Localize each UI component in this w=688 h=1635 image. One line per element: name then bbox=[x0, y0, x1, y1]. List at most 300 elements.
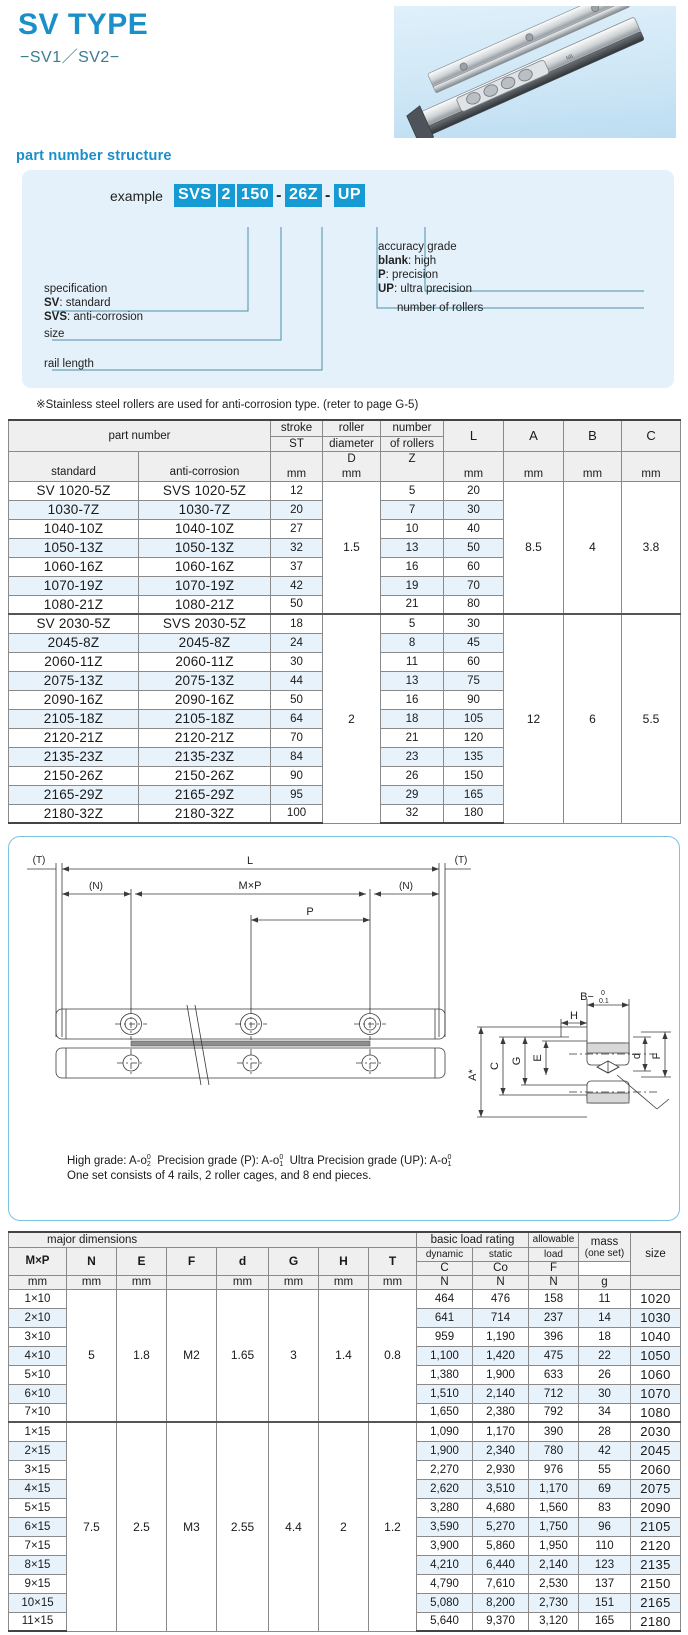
cell-MxP: 5×10 bbox=[9, 1365, 67, 1384]
cell-stroke: 64 bbox=[271, 709, 323, 728]
cell-allowable-load-F: 475 bbox=[529, 1346, 579, 1365]
tol-high: 0 2 bbox=[146, 1154, 151, 1169]
th-mass bbox=[579, 1232, 631, 1261]
cell-L: 180 bbox=[444, 804, 504, 823]
cell-L: 50 bbox=[444, 538, 504, 557]
cell-static-load-Co: 1,190 bbox=[473, 1327, 529, 1346]
cell-size: 1040 bbox=[631, 1327, 681, 1346]
cell-standard-part-number: SV 2030-5Z bbox=[9, 614, 139, 633]
cell-allowable-load-F: 2,140 bbox=[529, 1555, 579, 1574]
cell-number-of-rollers: 16 bbox=[381, 690, 444, 709]
cell-number-of-rollers: 5 bbox=[381, 481, 444, 500]
cell-L: 30 bbox=[444, 500, 504, 519]
callout-specification-title: specification bbox=[44, 283, 108, 295]
th-stroke: stroke bbox=[271, 420, 323, 436]
cell-static-load-Co: 2,140 bbox=[473, 1384, 529, 1403]
cell-L: 135 bbox=[444, 747, 504, 766]
tol-ultra: 0 1 bbox=[447, 1154, 452, 1169]
cell-MxP: 10×15 bbox=[9, 1593, 67, 1612]
callout-specification-svs: SVS: anti-corrosion bbox=[44, 311, 144, 323]
cell-stroke: 27 bbox=[271, 519, 323, 538]
cell-stroke: 37 bbox=[271, 557, 323, 576]
cell-MxP: 8×15 bbox=[9, 1555, 67, 1574]
cell-number-of-rollers: 8 bbox=[381, 633, 444, 652]
th-unit-fl: N bbox=[529, 1275, 579, 1289]
cell-size: 1070 bbox=[631, 1384, 681, 1403]
cell-size: 2060 bbox=[631, 1460, 681, 1479]
table-row bbox=[9, 1289, 681, 1308]
label-H: H bbox=[570, 1010, 578, 1022]
cell-static-load-Co: 7,610 bbox=[473, 1574, 529, 1593]
cell-F: M3 bbox=[167, 1422, 217, 1631]
th-F-sym: F bbox=[529, 1261, 579, 1275]
th-standard: standard bbox=[9, 451, 139, 481]
cell-L: 90 bbox=[444, 690, 504, 709]
cell-L: 20 bbox=[444, 481, 504, 500]
cell-stroke: 84 bbox=[271, 747, 323, 766]
cell-mass: 165 bbox=[579, 1612, 631, 1631]
cell-dynamic-load-C: 2,270 bbox=[417, 1460, 473, 1479]
th-unit-n: mm bbox=[67, 1275, 117, 1289]
cell-size: 1060 bbox=[631, 1365, 681, 1384]
chip-separator-1: - bbox=[276, 186, 282, 204]
cell-L: 150 bbox=[444, 766, 504, 785]
cell-static-load-Co: 2,930 bbox=[473, 1460, 529, 1479]
table-row bbox=[9, 481, 681, 500]
cell-static-load-Co: 714 bbox=[473, 1308, 529, 1327]
cell-MxP: 11×15 bbox=[9, 1612, 67, 1631]
cell-anti-corrosion-part-number: 2180-32Z bbox=[139, 804, 271, 823]
cell-G: 4.4 bbox=[269, 1422, 319, 1631]
example-label: example bbox=[110, 188, 163, 204]
cell-allowable-load-F: 1,170 bbox=[529, 1479, 579, 1498]
dimension-table-wrap bbox=[8, 1231, 680, 1632]
dimension-table bbox=[8, 1231, 681, 1632]
th-load: load bbox=[529, 1247, 579, 1261]
cell-L: 60 bbox=[444, 557, 504, 576]
th-part-number: part number bbox=[9, 420, 271, 451]
part-number-example bbox=[174, 184, 367, 207]
chip-specification: SVS bbox=[174, 184, 216, 207]
page-header bbox=[0, 0, 688, 148]
cell-anti-corrosion-part-number: 2165-29Z bbox=[139, 785, 271, 804]
th-unit-mass: g bbox=[579, 1275, 631, 1289]
dimension-table-body bbox=[9, 1289, 681, 1631]
cell-dynamic-load-C: 464 bbox=[417, 1289, 473, 1308]
label-P: P bbox=[306, 906, 314, 918]
cell-standard-part-number: 2180-32Z bbox=[9, 804, 139, 823]
cell-mass: 123 bbox=[579, 1555, 631, 1574]
th-roller-diameter-1: roller bbox=[323, 420, 381, 436]
grade-ultra-precision: Ultra Precision grade (UP): A-o bbox=[289, 1155, 448, 1167]
cell-static-load-Co: 2,380 bbox=[473, 1403, 529, 1422]
cell-MxP: 1×10 bbox=[9, 1289, 67, 1308]
cell-MxP: 2×15 bbox=[9, 1441, 67, 1460]
cell-standard-part-number: 1060-16Z bbox=[9, 557, 139, 576]
cell-standard-part-number: SV 1020-5Z bbox=[9, 481, 139, 500]
cell-size: 2165 bbox=[631, 1593, 681, 1612]
th-basic-load-rating: basic load rating bbox=[417, 1232, 529, 1247]
cell-allowable-load-F: 780 bbox=[529, 1441, 579, 1460]
label-L: L bbox=[246, 855, 254, 867]
cell-allowable-load-F: 1,560 bbox=[529, 1498, 579, 1517]
cell-number-of-rollers: 11 bbox=[381, 652, 444, 671]
label-N-left: (N) bbox=[89, 881, 103, 892]
svg-text:NB: NB bbox=[565, 53, 575, 62]
cell-mass: 42 bbox=[579, 1441, 631, 1460]
cell-MxP: 7×10 bbox=[9, 1403, 67, 1422]
th-anti-corrosion: anti-corrosion bbox=[139, 451, 271, 481]
cell-standard-part-number: 2150-26Z bbox=[9, 766, 139, 785]
cell-mass: 55 bbox=[579, 1460, 631, 1479]
cell-static-load-Co: 2,340 bbox=[473, 1441, 529, 1460]
cell-anti-corrosion-part-number: 2075-13Z bbox=[139, 671, 271, 690]
th-allowable: allowable bbox=[529, 1232, 579, 1247]
cell-L: 40 bbox=[444, 519, 504, 538]
callout-accuracy-up: UP: ultra precision bbox=[378, 283, 472, 295]
th-number-of-rollers-1: number bbox=[381, 420, 444, 436]
th-roller-diameter-2: diameter bbox=[323, 436, 381, 451]
cell-H: 2 bbox=[319, 1422, 369, 1631]
th-major-dimensions: major dimensions bbox=[9, 1232, 417, 1247]
cell-MxP: 3×10 bbox=[9, 1327, 67, 1346]
cell-static-load-Co: 1,170 bbox=[473, 1422, 529, 1441]
cell-allowable-load-F: 390 bbox=[529, 1422, 579, 1441]
cell-size: 1050 bbox=[631, 1346, 681, 1365]
label-T-left: (T) bbox=[32, 855, 46, 866]
th-unit-d: mm bbox=[323, 467, 381, 481]
cell-B: 6 bbox=[564, 614, 622, 823]
cell-standard-part-number: 1040-10Z bbox=[9, 519, 139, 538]
cell-dynamic-load-C: 5,080 bbox=[417, 1593, 473, 1612]
table-row bbox=[9, 614, 681, 633]
cell-mass: 22 bbox=[579, 1346, 631, 1365]
cell-size: 2180 bbox=[631, 1612, 681, 1631]
th-H: H bbox=[319, 1247, 369, 1275]
th-static: static bbox=[473, 1247, 529, 1261]
cell-MxP: 5×15 bbox=[9, 1498, 67, 1517]
cell-stroke: 32 bbox=[271, 538, 323, 557]
cell-allowable-load-F: 158 bbox=[529, 1289, 579, 1308]
th-unit-l: mm bbox=[444, 467, 504, 481]
cell-anti-corrosion-part-number: 2150-26Z bbox=[139, 766, 271, 785]
cell-L: 60 bbox=[444, 652, 504, 671]
cell-mass: 96 bbox=[579, 1517, 631, 1536]
cell-size: 1020 bbox=[631, 1289, 681, 1308]
cell-T: 0.8 bbox=[369, 1289, 417, 1422]
th-stroke-sym-2 bbox=[271, 451, 323, 467]
cell-anti-corrosion-part-number: 2045-8Z bbox=[139, 633, 271, 652]
cell-mass: 26 bbox=[579, 1365, 631, 1384]
cell-standard-part-number: 2165-29Z bbox=[9, 785, 139, 804]
specification-table bbox=[8, 419, 681, 824]
cell-F: M2 bbox=[167, 1289, 217, 1422]
part-number-structure-panel bbox=[22, 170, 674, 388]
cell-mass: 30 bbox=[579, 1384, 631, 1403]
label-C: C bbox=[489, 1062, 501, 1070]
cell-MxP: 6×10 bbox=[9, 1384, 67, 1403]
cell-dynamic-load-C: 1,090 bbox=[417, 1422, 473, 1441]
cell-anti-corrosion-part-number: 2090-16Z bbox=[139, 690, 271, 709]
cell-static-load-Co: 4,680 bbox=[473, 1498, 529, 1517]
callout-accuracy-blank: blank: high bbox=[378, 255, 437, 267]
cell-dynamic-load-C: 4,790 bbox=[417, 1574, 473, 1593]
cell-standard-part-number: 1030-7Z bbox=[9, 500, 139, 519]
th-C-blank bbox=[622, 451, 681, 467]
cell-allowable-load-F: 237 bbox=[529, 1308, 579, 1327]
cell-dynamic-load-C: 3,900 bbox=[417, 1536, 473, 1555]
cell-E: 2.5 bbox=[117, 1422, 167, 1631]
th-E: E bbox=[117, 1247, 167, 1275]
th-unit-c: mm bbox=[622, 467, 681, 481]
cell-stroke: 100 bbox=[271, 804, 323, 823]
cell-L: 165 bbox=[444, 785, 504, 804]
page-title: SV TYPE bbox=[18, 8, 149, 41]
cell-number-of-rollers: 5 bbox=[381, 614, 444, 633]
cell-static-load-Co: 5,270 bbox=[473, 1517, 529, 1536]
cell-anti-corrosion-part-number: 2135-23Z bbox=[139, 747, 271, 766]
cell-number-of-rollers: 13 bbox=[381, 671, 444, 690]
th-unit-size bbox=[631, 1275, 681, 1289]
dimension-drawing-panel bbox=[8, 836, 680, 1221]
cell-standard-part-number: 1070-19Z bbox=[9, 576, 139, 595]
cell-stroke: 20 bbox=[271, 500, 323, 519]
dimension-table-head bbox=[9, 1232, 681, 1289]
cell-number-of-rollers: 21 bbox=[381, 595, 444, 614]
th-unit-st: mm bbox=[271, 467, 323, 481]
stainless-steel-footnote: ※Stainless steel rollers are used for anti-corrosion type. (reter to page G-5) bbox=[36, 399, 419, 411]
cell-mass: 18 bbox=[579, 1327, 631, 1346]
tol-precision: 0 1 bbox=[279, 1154, 284, 1169]
cell-static-load-Co: 476 bbox=[473, 1289, 529, 1308]
cell-mass: 11 bbox=[579, 1289, 631, 1308]
cell-static-load-Co: 6,440 bbox=[473, 1555, 529, 1574]
cell-MxP: 4×10 bbox=[9, 1346, 67, 1365]
th-unit-t: mm bbox=[369, 1275, 417, 1289]
cell-number-of-rollers: 10 bbox=[381, 519, 444, 538]
chip-number-of-rollers: 26Z bbox=[285, 184, 322, 207]
cell-d: 1.65 bbox=[217, 1289, 269, 1422]
th-unit-mxp: mm bbox=[9, 1275, 67, 1289]
cell-anti-corrosion-part-number: 1060-16Z bbox=[139, 557, 271, 576]
drawing-notes bbox=[67, 1154, 451, 1184]
cell-stroke: 70 bbox=[271, 728, 323, 747]
th-N: N bbox=[67, 1247, 117, 1275]
chip-separator-2: - bbox=[325, 186, 331, 204]
cell-stroke: 18 bbox=[271, 614, 323, 633]
cell-stroke: 50 bbox=[271, 595, 323, 614]
cell-stroke: 90 bbox=[271, 766, 323, 785]
cell-anti-corrosion-part-number: 2105-18Z bbox=[139, 709, 271, 728]
callout-number-of-rollers: number of rollers bbox=[397, 302, 484, 314]
cell-mass: 137 bbox=[579, 1574, 631, 1593]
label-B-tol-upper: 0 bbox=[601, 990, 605, 997]
cell-MxP: 9×15 bbox=[9, 1574, 67, 1593]
cell-dynamic-load-C: 1,900 bbox=[417, 1441, 473, 1460]
cell-stroke: 44 bbox=[271, 671, 323, 690]
cell-anti-corrosion-part-number: 2060-11Z bbox=[139, 652, 271, 671]
th-Co-sym: Co bbox=[473, 1261, 529, 1275]
cell-mass: 14 bbox=[579, 1308, 631, 1327]
cell-stroke: 24 bbox=[271, 633, 323, 652]
cell-C: 5.5 bbox=[622, 614, 681, 823]
cell-standard-part-number: 2090-16Z bbox=[9, 690, 139, 709]
grade-tolerance-note bbox=[67, 1154, 451, 1169]
cell-stroke: 30 bbox=[271, 652, 323, 671]
cell-allowable-load-F: 1,750 bbox=[529, 1517, 579, 1536]
th-unit-d: mm bbox=[217, 1275, 269, 1289]
cell-size: 2120 bbox=[631, 1536, 681, 1555]
th-unit-e: mm bbox=[117, 1275, 167, 1289]
callout-specification-sv: SV: standard bbox=[44, 297, 111, 309]
cell-MxP: 4×15 bbox=[9, 1479, 67, 1498]
th-Z-symbol: Z bbox=[381, 451, 444, 467]
th-unit-a: mm bbox=[504, 467, 564, 481]
cell-mass: 69 bbox=[579, 1479, 631, 1498]
cell-allowable-load-F: 633 bbox=[529, 1365, 579, 1384]
cell-number-of-rollers: 23 bbox=[381, 747, 444, 766]
cell-T: 1.2 bbox=[369, 1422, 417, 1631]
cell-MxP: 1×15 bbox=[9, 1422, 67, 1441]
cell-mass: 151 bbox=[579, 1593, 631, 1612]
label-A: A* bbox=[467, 1069, 479, 1081]
th-D-symbol: D bbox=[323, 451, 381, 467]
label-E: E bbox=[532, 1054, 544, 1062]
cell-N: 7.5 bbox=[67, 1422, 117, 1631]
label-G: G bbox=[511, 1056, 523, 1066]
cell-size: 2045 bbox=[631, 1441, 681, 1460]
part-number-structure-title: part number structure bbox=[16, 148, 172, 164]
cell-dynamic-load-C: 4,210 bbox=[417, 1555, 473, 1574]
cell-roller-diameter: 2 bbox=[323, 614, 381, 823]
cell-dynamic-load-C: 3,590 bbox=[417, 1517, 473, 1536]
cell-G: 3 bbox=[269, 1289, 319, 1422]
cell-number-of-rollers: 29 bbox=[381, 785, 444, 804]
cell-L: 120 bbox=[444, 728, 504, 747]
th-mass-label: mass bbox=[590, 1235, 619, 1248]
cell-dynamic-load-C: 5,640 bbox=[417, 1612, 473, 1631]
cell-mass: 34 bbox=[579, 1403, 631, 1422]
cell-dynamic-load-C: 2,620 bbox=[417, 1479, 473, 1498]
cell-allowable-load-F: 2,730 bbox=[529, 1593, 579, 1612]
th-A: A bbox=[504, 420, 564, 451]
cell-size: 1030 bbox=[631, 1308, 681, 1327]
cell-MxP: 7×15 bbox=[9, 1536, 67, 1555]
label-F: F bbox=[651, 1052, 663, 1060]
cell-mass: 110 bbox=[579, 1536, 631, 1555]
cell-allowable-load-F: 712 bbox=[529, 1384, 579, 1403]
chip-size: 2 bbox=[218, 184, 235, 207]
cell-dynamic-load-C: 3,280 bbox=[417, 1498, 473, 1517]
cell-static-load-Co: 1,900 bbox=[473, 1365, 529, 1384]
cell-MxP: 2×10 bbox=[9, 1308, 67, 1327]
cell-number-of-rollers: 26 bbox=[381, 766, 444, 785]
cell-L: 30 bbox=[444, 614, 504, 633]
cell-H: 1.4 bbox=[319, 1289, 369, 1422]
cell-size: 2090 bbox=[631, 1498, 681, 1517]
cell-dynamic-load-C: 1,100 bbox=[417, 1346, 473, 1365]
callout-rail-length: rail length bbox=[44, 358, 94, 370]
cell-static-load-Co: 5,860 bbox=[473, 1536, 529, 1555]
th-C: C bbox=[622, 420, 681, 451]
cell-anti-corrosion-part-number: 1080-21Z bbox=[139, 595, 271, 614]
cell-standard-part-number: 1080-21Z bbox=[9, 595, 139, 614]
label-T-right: (T) bbox=[454, 855, 468, 866]
grade-precision: Precision grade (P): A-o bbox=[157, 1155, 280, 1167]
cell-anti-corrosion-part-number: 1050-13Z bbox=[139, 538, 271, 557]
cell-size: 2030 bbox=[631, 1422, 681, 1441]
cell-allowable-load-F: 976 bbox=[529, 1460, 579, 1479]
callout-size: size bbox=[44, 328, 65, 340]
cell-number-of-rollers: 13 bbox=[381, 538, 444, 557]
cell-static-load-Co: 3,510 bbox=[473, 1479, 529, 1498]
cell-anti-corrosion-part-number: 1030-7Z bbox=[139, 500, 271, 519]
product-photo bbox=[394, 6, 676, 138]
cell-dynamic-load-C: 641 bbox=[417, 1308, 473, 1327]
cell-anti-corrosion-part-number: 2120-21Z bbox=[139, 728, 271, 747]
cell-allowable-load-F: 1,950 bbox=[529, 1536, 579, 1555]
cell-standard-part-number: 2045-8Z bbox=[9, 633, 139, 652]
cell-L: 105 bbox=[444, 709, 504, 728]
cell-number-of-rollers: 18 bbox=[381, 709, 444, 728]
set-contents-note: One set consists of 4 rails, 2 roller cages, and 8 end pieces. bbox=[67, 1170, 372, 1182]
table-row bbox=[9, 1422, 681, 1441]
th-dynamic: dynamic bbox=[417, 1247, 473, 1261]
label-B: B− bbox=[580, 991, 594, 1003]
cell-static-load-Co: 9,370 bbox=[473, 1612, 529, 1631]
th-unit-co: N bbox=[473, 1275, 529, 1289]
cell-static-load-Co: 8,200 bbox=[473, 1593, 529, 1612]
cell-mass: 28 bbox=[579, 1422, 631, 1441]
label-N-right: (N) bbox=[399, 881, 413, 892]
th-unit-f bbox=[167, 1275, 217, 1289]
th-L-blank bbox=[444, 451, 504, 467]
cell-B: 4 bbox=[564, 481, 622, 614]
chip-accuracy-grade: UP bbox=[334, 184, 365, 207]
cell-L: 70 bbox=[444, 576, 504, 595]
th-unit-c: N bbox=[417, 1275, 473, 1289]
cell-standard-part-number: 2075-13Z bbox=[9, 671, 139, 690]
th-B: B bbox=[564, 420, 622, 451]
callout-accuracy-title: accuracy grade bbox=[378, 241, 457, 253]
th-mass-one-set: (one set) bbox=[584, 1247, 625, 1259]
cell-standard-part-number: 2060-11Z bbox=[9, 652, 139, 671]
cell-standard-part-number: 1050-13Z bbox=[9, 538, 139, 557]
label-MxP: M×P bbox=[238, 880, 262, 892]
cell-mass: 83 bbox=[579, 1498, 631, 1517]
cell-N: 5 bbox=[67, 1289, 117, 1422]
cell-standard-part-number: 2120-21Z bbox=[9, 728, 139, 747]
cell-dynamic-load-C: 1,650 bbox=[417, 1403, 473, 1422]
cell-number-of-rollers: 21 bbox=[381, 728, 444, 747]
cell-static-load-Co: 1,420 bbox=[473, 1346, 529, 1365]
page-subtitle: −SV1／SV2− bbox=[20, 49, 120, 66]
cell-anti-corrosion-part-number: SVS 2030-5Z bbox=[139, 614, 271, 633]
th-G: G bbox=[269, 1247, 319, 1275]
cell-MxP: 6×15 bbox=[9, 1517, 67, 1536]
cell-L: 75 bbox=[444, 671, 504, 690]
th-F: F bbox=[167, 1247, 217, 1275]
cell-standard-part-number: 2105-18Z bbox=[9, 709, 139, 728]
cell-number-of-rollers: 7 bbox=[381, 500, 444, 519]
cell-E: 1.8 bbox=[117, 1289, 167, 1422]
th-d: d bbox=[217, 1247, 269, 1275]
th-C-sym: C bbox=[417, 1261, 473, 1275]
cell-stroke: 50 bbox=[271, 690, 323, 709]
th-unit-g: mm bbox=[269, 1275, 319, 1289]
label-d: d bbox=[631, 1052, 643, 1060]
callout-accuracy-grade bbox=[378, 240, 472, 296]
